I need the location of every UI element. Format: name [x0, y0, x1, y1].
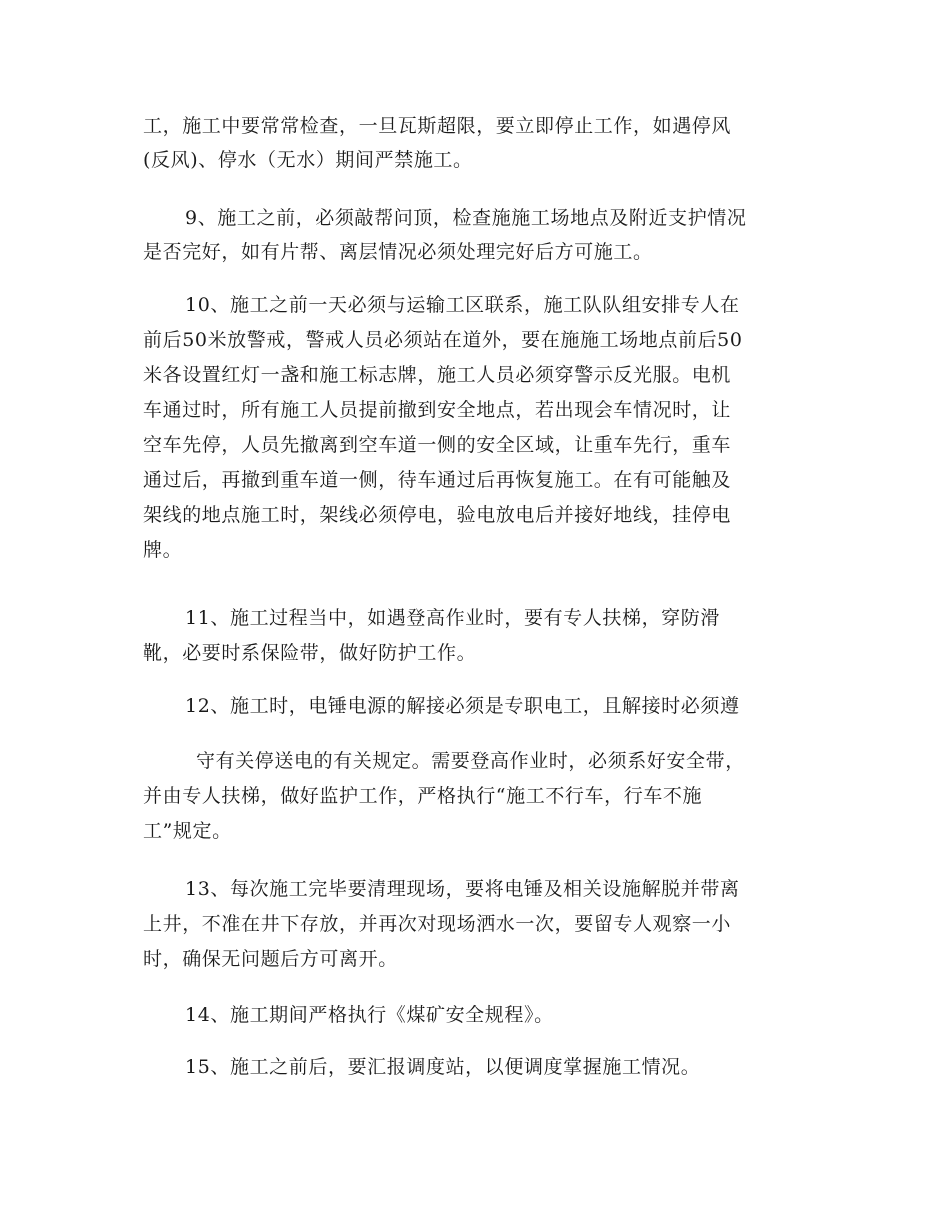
paragraph-line: 13、每次施工完毕要清理现场，要将电锤及相关设施解脱并带离 — [185, 878, 740, 900]
paragraph-line: 工，施工中要常常检查，一旦瓦斯超限，要立即停止工作，如遇停风 — [143, 115, 732, 137]
paragraph-line: 12、施工时，电锤电源的解接必须是专职电工，且解接时必须遵 — [185, 695, 740, 717]
paragraph-line: 空车先停，人员先撤离到空车道一侧的安全区域，让重车先行，重车 — [143, 434, 732, 456]
paragraph-line: 14、施工期间严格执行《煤矿安全规程》。 — [185, 1004, 554, 1026]
paragraph-line: 靴，必要时系保险带，做好防护工作。 — [143, 642, 477, 664]
paragraph-line: (反风)、停水（无水）期间严禁施工。 — [143, 149, 473, 171]
paragraph-line: 上井，不准在井下存放，并再次对现场洒水一次，要留专人观察一小 — [143, 913, 732, 935]
paragraph-line: 米各设置红灯一盏和施工标志牌，施工人员必须穿警示反光服。电机 — [143, 364, 732, 386]
paragraph-line: 11、施工过程当中，如遇登高作业时，要有专人扶梯，穿防滑 — [185, 607, 720, 629]
paragraph-line: 是否完好，如有片帮、离层情况必须处理完好后方可施工。 — [143, 241, 653, 263]
paragraph-line: 15、施工之前后，要汇报调度站，以便调度掌握施工情况。 — [185, 1056, 701, 1078]
paragraph-line: 10、施工之前一天必须与运输工区联系，施工队队组安排专人在 — [185, 294, 740, 316]
paragraph-line: 前后50米放警戒，警戒人员必须站在道外，要在施施工场地点前后50 — [143, 329, 743, 351]
paragraph-line: 时，确保无问题后方可离开。 — [143, 948, 398, 970]
paragraph-line: 架线的地点施工时，架线必须停电，验电放电后并接好地线，挂停电 — [143, 504, 732, 526]
paragraph-line: 工”规定。 — [143, 820, 232, 842]
paragraph-line: 守有关停送电的有关规定。需要登高作业时，必须系好安全带， — [196, 750, 745, 772]
paragraph-line: 牌。 — [143, 539, 183, 561]
paragraph-line: 通过后，再撤到重车道一侧，待车通过后再恢复施工。在有可能触及 — [143, 469, 732, 491]
paragraph-line: 车通过时，所有施工人员提前撤到安全地点，若出现会车情况时，让 — [143, 399, 732, 421]
paragraph-line: 9、施工之前，必须敲帮问顶，检查施施工场地点及附近支护情况 — [185, 207, 747, 229]
paragraph-line: 并由专人扶梯，做好监护工作，严格执行“施工不行车，行车不施 — [143, 785, 703, 807]
